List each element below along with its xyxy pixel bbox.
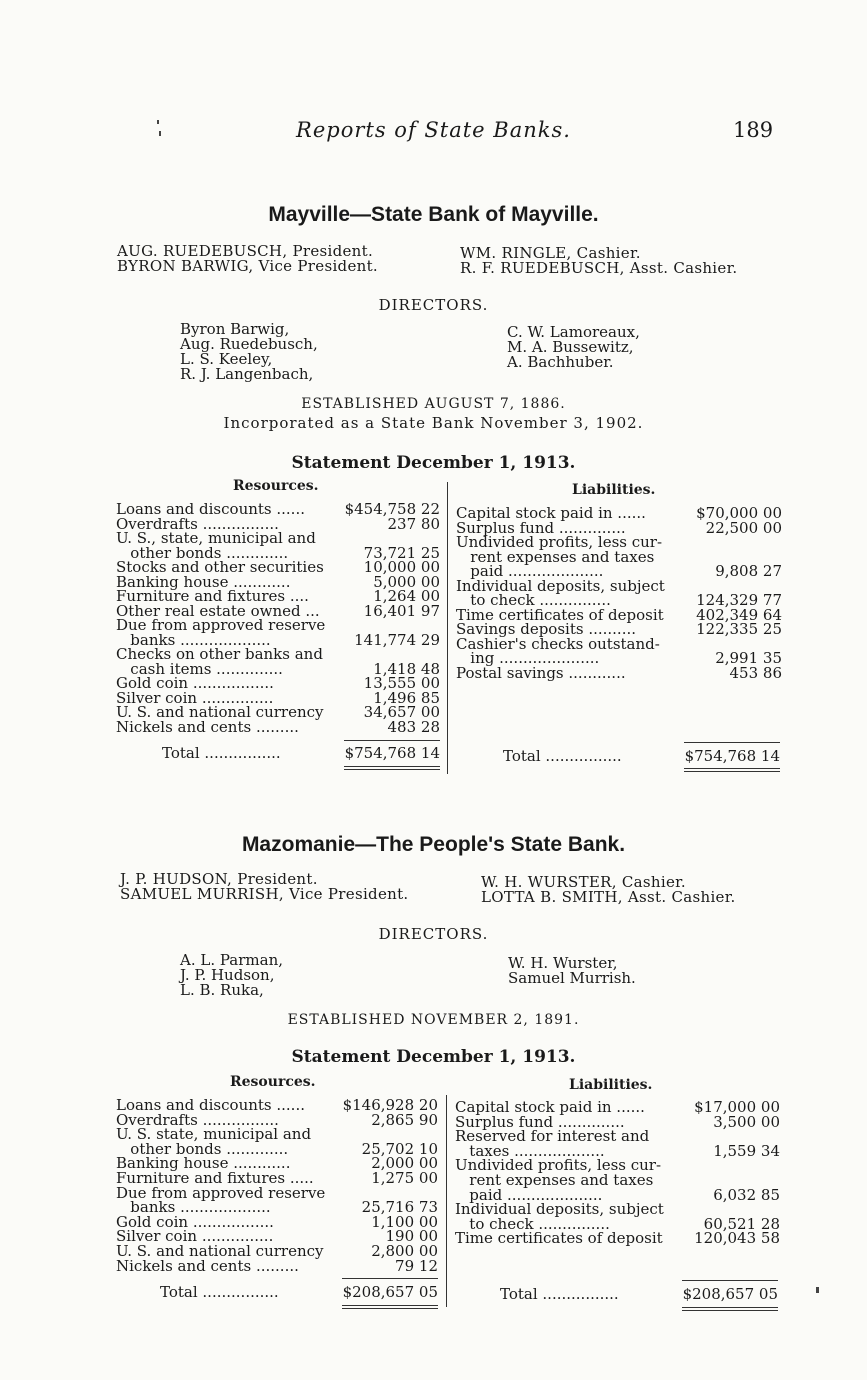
line-item-label: paid .................... <box>455 1185 603 1204</box>
total-label: Total ................ <box>500 1285 619 1303</box>
line-item-amount: 60,521 28 <box>703 1214 780 1233</box>
statement-heading: Statement December 1, 1913. <box>291 1047 576 1067</box>
director: A. Bachhuber. <box>507 353 614 371</box>
double-rule <box>344 769 440 770</box>
director: R. J. Langenbach, <box>180 365 314 383</box>
line-item-amount: 10,000 00 <box>363 558 440 576</box>
officer-asst-cashier: LOTTA B. SMITH, Asst. Cashier. <box>481 888 736 906</box>
officer-vice-president: BYRON BARWIG, Vice President. <box>117 257 378 275</box>
line-item-label: cash items .............. <box>116 659 283 678</box>
line-item-label: Checks on other banks and <box>116 645 323 663</box>
officer-cashier: W. H. WURSTER, Cashier. <box>481 873 687 891</box>
line-item-label: Nickels and cents ......... <box>116 717 299 736</box>
scan-speck <box>159 131 161 136</box>
line-item-label: Overdrafts ................ <box>116 514 279 533</box>
rule <box>684 742 780 743</box>
line-item-label: to check ............... <box>455 1214 610 1233</box>
line-item-amount: 122,335 25 <box>696 620 782 638</box>
line-item-amount: 1,275 00 <box>371 1169 438 1187</box>
line-item-amount: 190 00 <box>385 1227 438 1246</box>
line-item-amount: $146,928 20 <box>342 1096 438 1114</box>
line-item-label: U. S. state, municipal and <box>116 1125 312 1144</box>
line-item-amount: 120,043 58 <box>694 1229 780 1248</box>
double-rule <box>344 766 440 767</box>
double-rule <box>342 1308 438 1309</box>
director: L. S. Keeley, <box>180 350 273 368</box>
line-item-label: Stocks and other securities <box>116 558 324 576</box>
line-item-label: Nickels and cents ......... <box>116 1256 299 1275</box>
line-item-amount: 79 12 <box>395 1256 438 1275</box>
line-item-label: to check ............... <box>456 591 611 609</box>
total-label: Total ................ <box>160 1283 279 1301</box>
line-item-amount: 1,496 85 <box>373 688 440 707</box>
line-item-label: other bonds ............. <box>116 1139 289 1158</box>
line-item-label: other bonds ............. <box>116 543 289 562</box>
line-item-label: Savings deposits .......... <box>456 620 636 638</box>
line-item-label: Other real estate owned ... <box>116 601 320 620</box>
line-item-amount: 34,657 00 <box>363 703 440 721</box>
line-item-label: Individual deposits, subject <box>455 1200 664 1219</box>
total-label: Total ................ <box>162 744 281 762</box>
line-item-label: Postal savings ............ <box>456 663 626 682</box>
established-date: ESTABLISHED NOVEMBER 2, 1891. <box>287 1012 580 1028</box>
line-item-label: U. S. and national currency <box>116 703 324 721</box>
line-item-amount: 2,000 00 <box>371 1154 438 1173</box>
rule <box>342 1278 438 1279</box>
resources-heading: Resources. <box>230 1074 316 1090</box>
line-item-amount: 13,555 00 <box>363 674 440 692</box>
line-item-label: paid .................... <box>456 562 604 580</box>
total-amount: $208,657 05 <box>342 1283 438 1301</box>
line-item-label: rent expenses and taxes <box>456 547 655 566</box>
line-item-amount: 402,349 64 <box>696 605 782 624</box>
liabilities-heading: Liabilities. <box>572 482 656 498</box>
page-number: 189 <box>733 118 774 142</box>
line-item-amount: 9,808 27 <box>715 562 782 580</box>
line-item-label: taxes ................... <box>455 1141 605 1160</box>
line-item-label: Surplus fund .............. <box>456 518 626 537</box>
line-item-label: banks ................... <box>116 630 271 649</box>
line-item-label: Banking house ............ <box>116 1154 291 1173</box>
officer-asst-cashier: R. F. RUEDEBUSCH, Asst. Cashier. <box>460 259 738 277</box>
rule <box>682 1280 778 1281</box>
scan-speck <box>157 120 159 124</box>
line-item-label: Loans and discounts ...... <box>116 500 305 518</box>
director: J. P. Hudson, <box>180 966 275 984</box>
scan-speck <box>816 1287 819 1293</box>
line-item-amount: $70,000 00 <box>696 504 782 522</box>
incorporated-date: Incorporated as a State Bank November 3, 1902. <box>223 414 644 432</box>
line-item-label: rent expenses and taxes <box>455 1171 654 1189</box>
total-amount: $754,768 14 <box>344 744 440 762</box>
line-item-amount: 25,702 10 <box>361 1139 438 1158</box>
line-item-label: Capital stock paid in ...... <box>455 1098 645 1116</box>
rule <box>344 740 440 741</box>
line-item-label: Silver coin ............... <box>116 1227 274 1246</box>
director: L. B. Ruka, <box>180 981 264 999</box>
line-item-amount: 1,100 00 <box>371 1212 438 1231</box>
total-amount: $208,657 05 <box>682 1285 778 1303</box>
line-item-amount: 2,865 90 <box>371 1110 438 1129</box>
resources-heading: Resources. <box>233 478 319 494</box>
line-item-amount: 25,716 73 <box>361 1198 438 1217</box>
line-item-amount: 1,559 34 <box>713 1141 780 1160</box>
line-item-amount: 124,329 77 <box>696 591 782 609</box>
director: Byron Barwig, <box>180 320 290 338</box>
line-item-amount: 1,418 48 <box>373 659 440 678</box>
line-item-amount: 237 80 <box>387 514 440 533</box>
column-divider <box>447 482 448 774</box>
line-item-label: Time certificates of deposit <box>455 1229 663 1248</box>
line-item-label: Gold coin ................. <box>116 1212 274 1231</box>
line-item-label: Silver coin ............... <box>116 688 274 707</box>
total-amount: $754,768 14 <box>684 747 780 765</box>
line-item-label: Due from approved reserve <box>116 616 326 634</box>
running-header-title: Reports of State Banks. <box>296 118 571 142</box>
officer-vice-president: SAMUEL MURRISH, Vice President. <box>120 885 409 903</box>
directors-heading: DIRECTORS. <box>378 925 489 943</box>
line-item-label: U. S. and national currency <box>116 1242 324 1260</box>
line-item-amount: $454,758 22 <box>344 500 440 518</box>
line-item-label: Undivided profits, less cur- <box>455 1156 662 1175</box>
line-item-label: Reserved for interest and <box>455 1127 650 1146</box>
line-item-amount: 73,721 25 <box>363 543 440 562</box>
line-item-label: ing ..................... <box>456 649 600 667</box>
liabilities-heading: Liabilities. <box>569 1077 653 1093</box>
double-rule <box>682 1310 778 1311</box>
bank-name: Mazomanie—The People's State Bank. <box>241 833 626 856</box>
director: Samuel Murrish. <box>508 969 636 987</box>
line-item-label: Capital stock paid in ...... <box>456 504 646 522</box>
line-item-label: Due from approved reserve <box>116 1183 326 1202</box>
line-item-label: Furniture and fixtures .... <box>116 587 309 605</box>
officer-president: AUG. RUEDEBUSCH, President. <box>117 242 374 260</box>
line-item-amount: 22,500 00 <box>705 518 782 537</box>
officer-cashier: WM. RINGLE, Cashier. <box>460 244 641 262</box>
line-item-label: Time certificates of deposit <box>456 605 664 624</box>
line-item-label: Overdrafts ................ <box>116 1110 279 1129</box>
double-rule <box>342 1305 438 1306</box>
line-item-label: Undivided profits, less cur- <box>456 533 663 551</box>
line-item-amount: $17,000 00 <box>694 1098 780 1116</box>
officer-president: J. P. HUDSON, President. <box>120 870 318 888</box>
line-item-label: Furniture and fixtures ..... <box>116 1169 314 1187</box>
double-rule <box>684 771 780 772</box>
double-rule <box>684 768 780 769</box>
line-item-label: Surplus fund .............. <box>455 1112 625 1131</box>
line-item-amount: 5,000 00 <box>373 572 440 591</box>
line-item-label: Individual deposits, subject <box>456 576 665 595</box>
line-item-label: Cashier's checks outstand- <box>456 634 660 653</box>
line-item-amount: 141,774 29 <box>354 630 440 649</box>
line-item-amount: 483 28 <box>387 717 440 736</box>
line-item-label: Loans and discounts ...... <box>116 1096 305 1114</box>
line-item-label: U. S., state, municipal and <box>116 529 316 547</box>
director: C. W. Lamoreaux, <box>507 323 640 341</box>
line-item-amount: 1,264 00 <box>373 587 440 605</box>
director: Aug. Ruedebusch, <box>180 335 318 353</box>
bank-name: Mayville—State Bank of Mayville. <box>268 203 599 226</box>
director: A. L. Parman, <box>180 951 283 969</box>
line-item-label: banks ................... <box>116 1198 271 1217</box>
line-item-amount: 2,800 00 <box>371 1242 438 1260</box>
line-item-amount: 16,401 97 <box>363 601 440 620</box>
line-item-label: Banking house ............ <box>116 572 291 591</box>
director: M. A. Bussewitz, <box>507 338 634 356</box>
line-item-amount: 2,991 35 <box>715 649 782 667</box>
column-divider <box>446 1095 447 1307</box>
line-item-label: Gold coin ................. <box>116 674 274 692</box>
statement-heading: Statement December 1, 1913. <box>291 453 576 473</box>
established-date: ESTABLISHED AUGUST 7, 1886. <box>301 396 566 412</box>
double-rule <box>682 1307 778 1308</box>
directors-heading: DIRECTORS. <box>378 296 489 314</box>
director: W. H. Wurster, <box>508 954 618 972</box>
line-item-amount: 453 86 <box>729 663 782 682</box>
line-item-amount: 6,032 85 <box>713 1185 780 1204</box>
line-item-amount: 3,500 00 <box>713 1112 780 1131</box>
total-label: Total ................ <box>503 747 622 765</box>
